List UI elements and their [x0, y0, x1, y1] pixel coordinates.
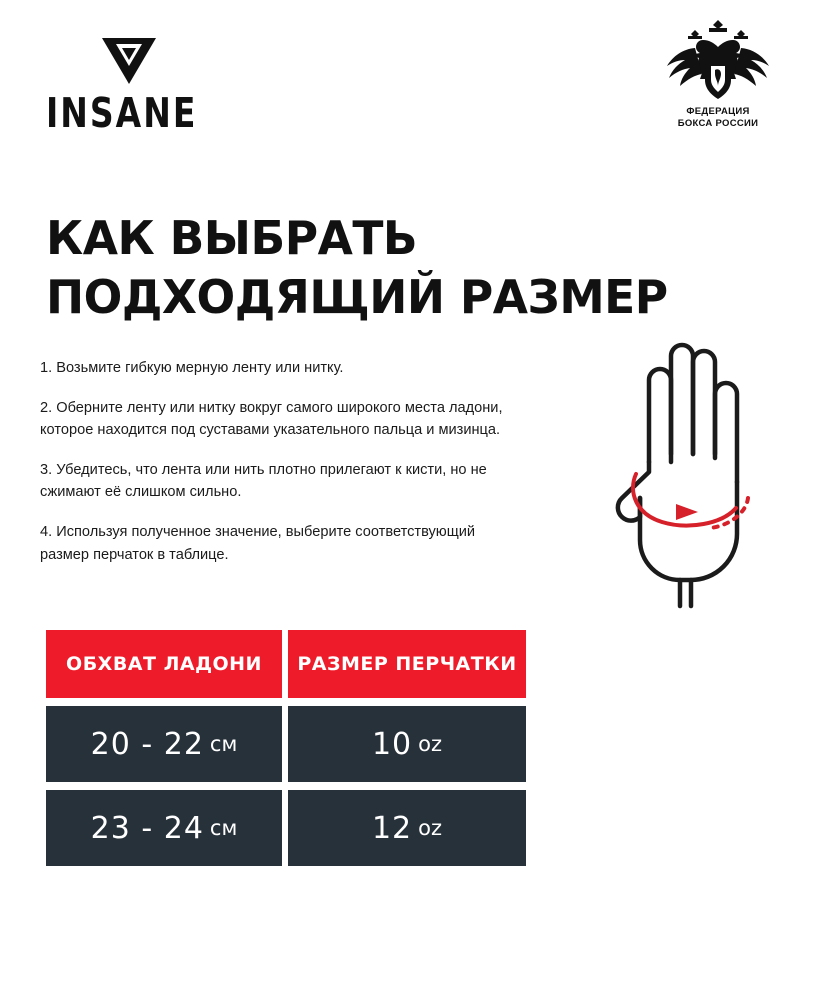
federation-caption-line2: БОКСА РОССИИ: [677, 117, 759, 129]
size-value: 12: [371, 810, 413, 846]
page-title: [46, 209, 746, 328]
table-cell-size: [288, 790, 526, 866]
page-header: [0, 0, 832, 160]
size-value: 10: [371, 726, 413, 762]
table-cell-palm: [46, 790, 282, 866]
brand-name: INSANE: [46, 88, 198, 137]
palm-unit: см: [209, 816, 238, 840]
size-table: [46, 630, 526, 866]
instruction-steps: [40, 342, 520, 566]
palm-unit: см: [209, 732, 238, 756]
brand-logo: [46, 38, 276, 137]
insane-triangle-mark-icon: [102, 38, 156, 84]
open-hand-with-measuring-tape-arrow-icon: [570, 322, 810, 622]
table-row: [46, 790, 526, 866]
table-header-row: [46, 630, 526, 698]
instruction-step: 4. Используя полученное значение, выберите соответствующий размер перчаток в таблице.: [40, 524, 476, 563]
instruction-step: 3. Убедитесь, что лента или нить плотно прилегают к кисти, но не сжимают её слишком сильно.: [40, 462, 487, 501]
instruction-step: 2. Оберните ленту или нитку вокруг самого широкого места ладони, которое находится под суставами указательного пальца и мизинца.: [40, 399, 503, 438]
table-header-palm: ОБХВАТ ЛАДОНИ: [46, 630, 282, 698]
hand-illustration: [570, 322, 810, 622]
size-unit: oz: [418, 732, 443, 756]
russian-double-headed-eagle-emblem-icon: [659, 18, 777, 102]
federation-caption-line1: ФЕДЕРАЦИЯ: [686, 106, 750, 117]
federation-caption: [648, 106, 788, 130]
instruction-step: 1. Возьмите гибкую мерную ленту или нитку.: [40, 359, 344, 376]
table-row: [46, 706, 526, 782]
palm-value: 23 - 24: [90, 810, 204, 846]
table-header-size: РАЗМЕР ПЕРЧАТКИ: [288, 630, 526, 698]
measuring-tape-arrow: [633, 474, 748, 528]
page-title-line1: КАК ВЫБРАТЬ: [46, 210, 418, 265]
page-title-line2: ПОДХОДЯЩИЙ РАЗМЕР: [46, 270, 668, 325]
table-cell-size: [288, 706, 526, 782]
federation-logo: [648, 18, 788, 130]
size-unit: oz: [418, 816, 443, 840]
palm-value: 20 - 22: [90, 726, 204, 762]
table-cell-palm: [46, 706, 282, 782]
